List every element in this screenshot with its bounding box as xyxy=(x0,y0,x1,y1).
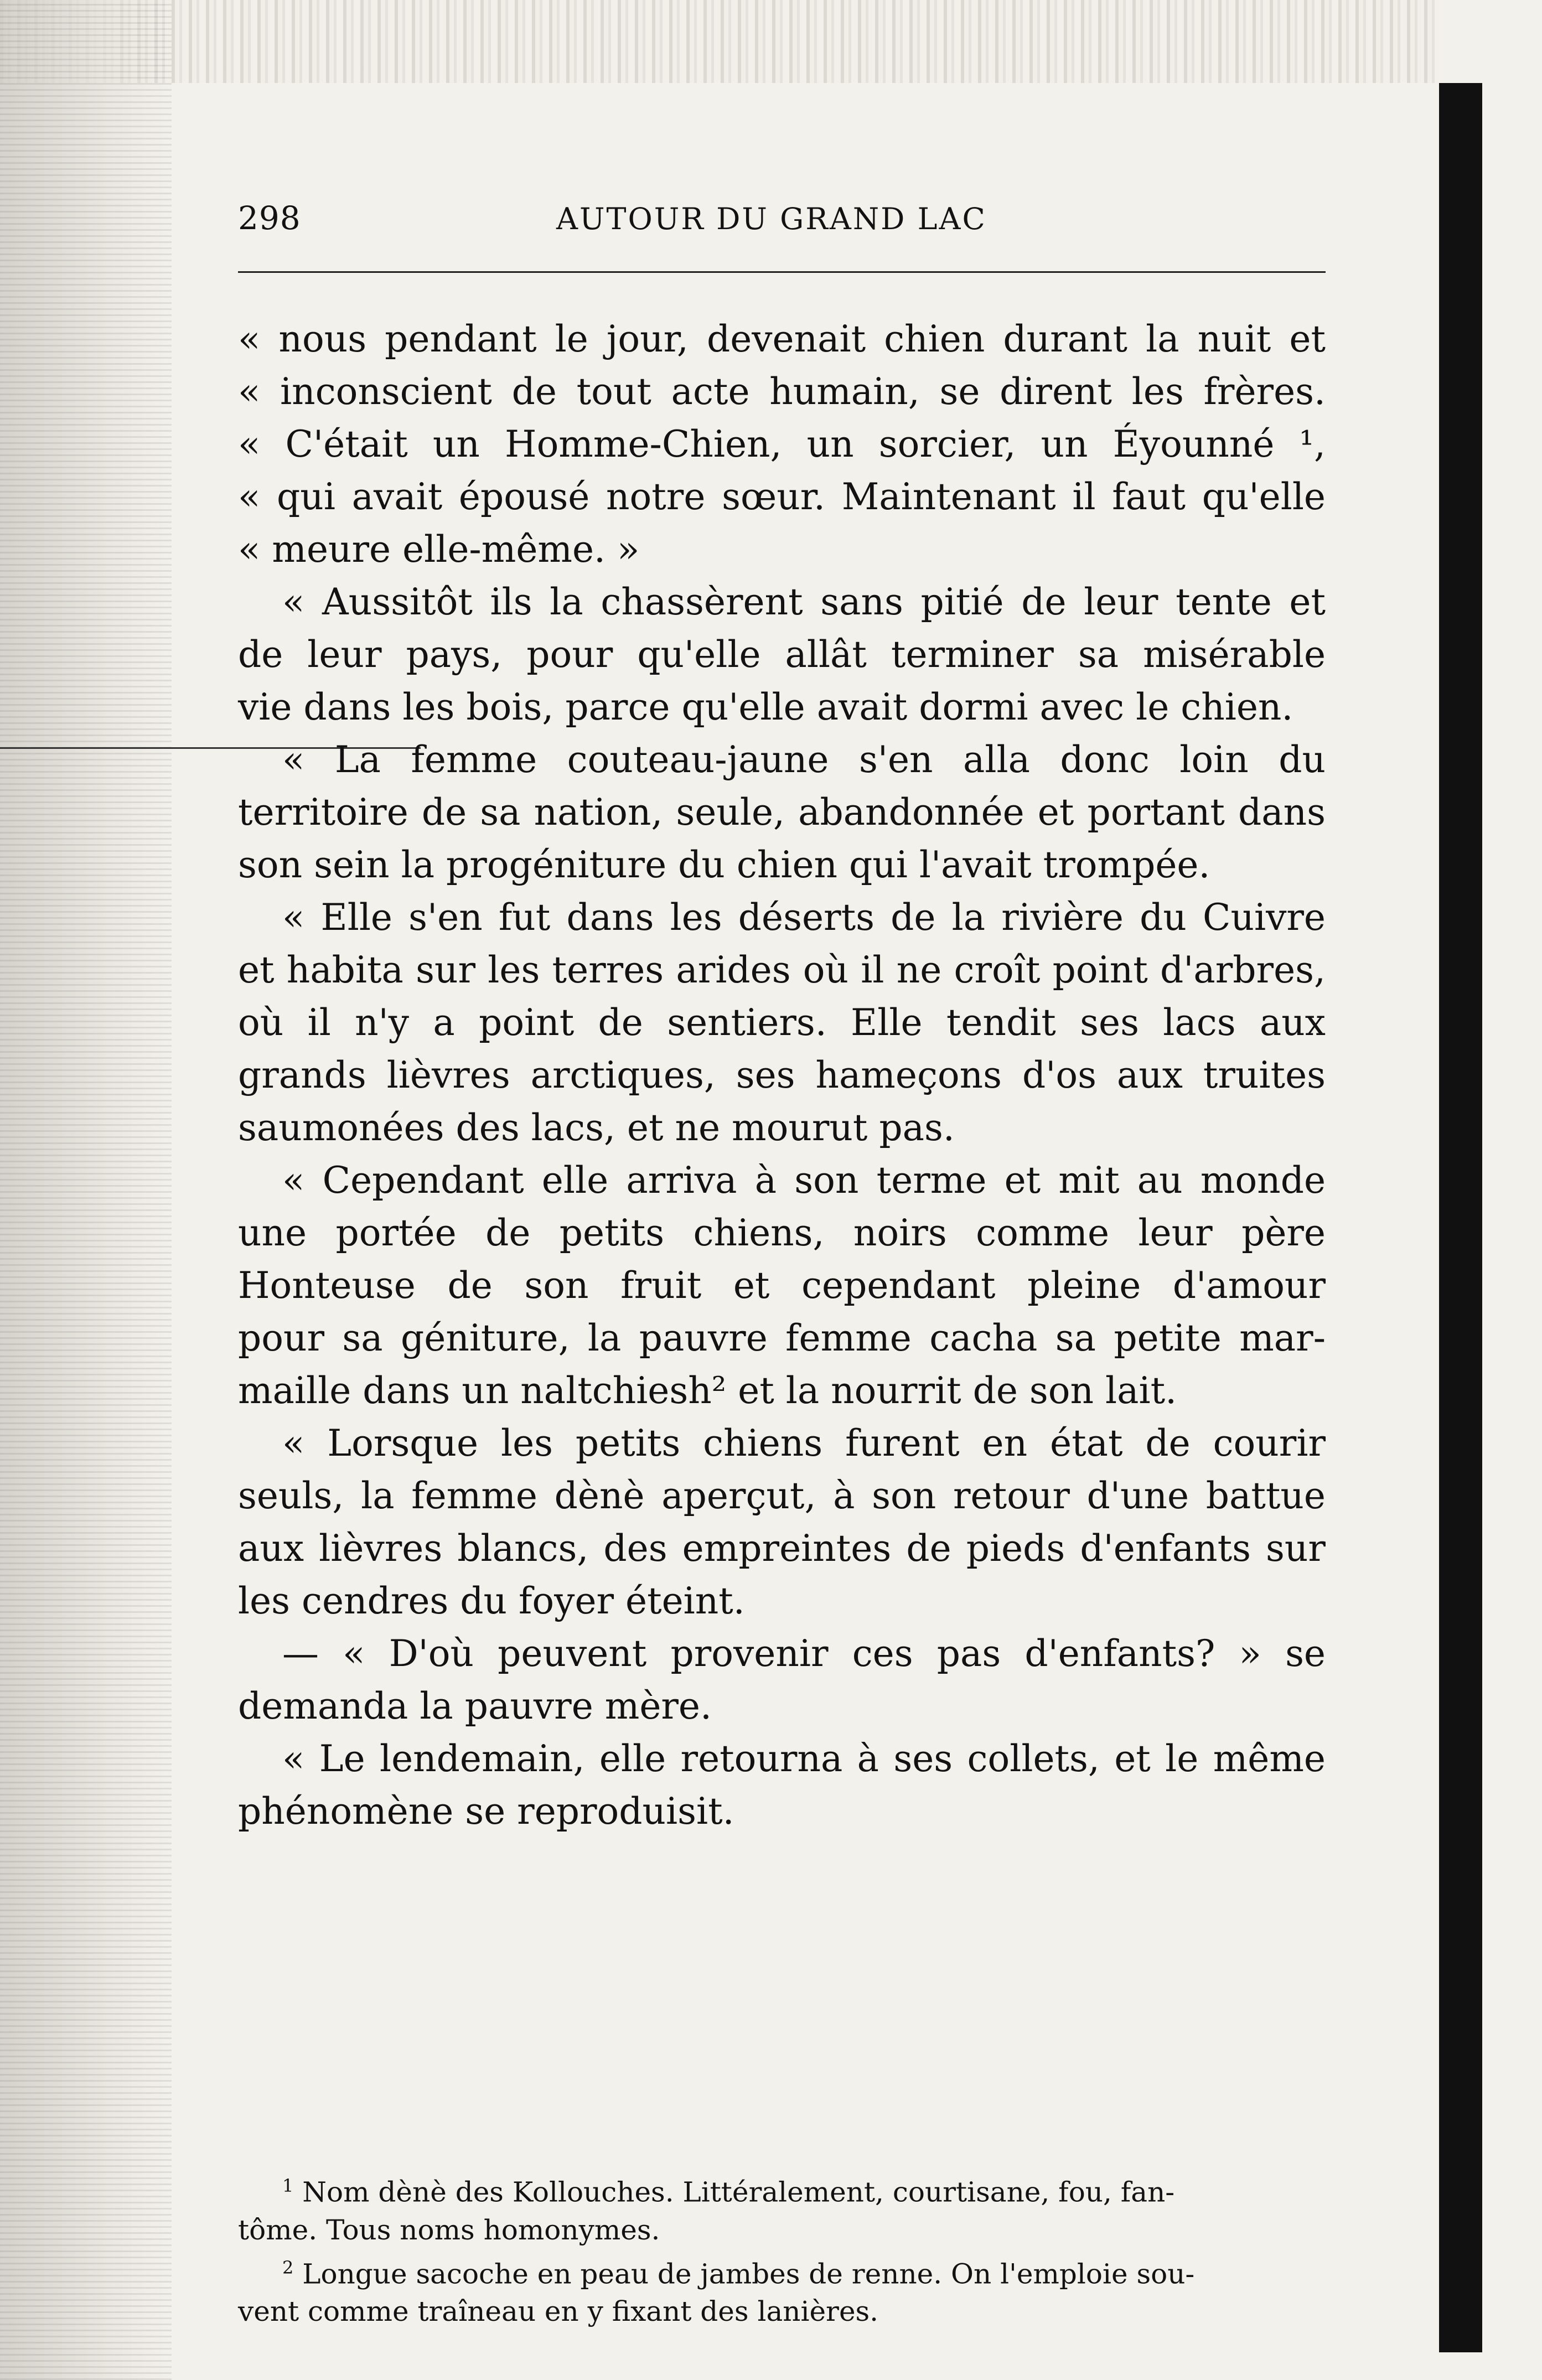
text-line: — « D'où peuvent provenir ces pas d'enfants? » se xyxy=(282,1632,1326,1675)
text-line: où il n'y a point de sentiers. Elle tendit ses lacs aux xyxy=(238,1001,1326,1044)
page-header xyxy=(238,188,1334,255)
text-line: aux lièvres blancs, des empreintes de pieds d'enfants sur xyxy=(238,1527,1326,1570)
page-number: 298 xyxy=(238,199,301,237)
text-lines xyxy=(238,313,1326,1838)
footnote-marker: 2 xyxy=(282,2257,294,2278)
text-line: seuls, la femme dènè aperçut, à son retour d'une battue xyxy=(238,1474,1326,1517)
text-line: maille dans un naltchiesh² et la nourrit de son lait. xyxy=(238,1369,1177,1412)
text-line: « Le lendemain, elle retourna à ses collets, et le même xyxy=(282,1737,1326,1780)
text-line: territoire de sa nation, seule, abandonnée et portant dans xyxy=(238,791,1326,834)
text-line: « Lorsque les petits chiens furent en état de courir xyxy=(282,1422,1326,1465)
text-line: son sein la progéniture du chien qui l'avait trompée. xyxy=(238,844,1210,886)
footnote-marker: 1 xyxy=(282,2175,294,2196)
running-title: AUTOUR DU GRAND LAC xyxy=(556,201,987,236)
text-line: « inconscient de tout acte humain, se dirent les frères. xyxy=(238,370,1326,413)
text-line: les cendres du foyer éteint. xyxy=(238,1580,745,1622)
footnote-text: tôme. Tous noms homonymes. xyxy=(238,2213,660,2246)
text-line: de leur pays, pour qu'elle allât terminer sa misérable xyxy=(238,633,1326,676)
text-line: grands lièvres arctiques, ses hameçons d'os aux truites xyxy=(238,1054,1326,1096)
text-line: et habita sur les terres arides où il ne croît point d'arbres, xyxy=(238,949,1326,991)
footnote-line xyxy=(238,2211,1326,2249)
text-line: « qui avait épousé notre sœur. Maintenant il faut qu'elle xyxy=(238,475,1326,518)
footnote-text: Nom dènè des Kollouches. Littéralement, courtisane, fou, fan- xyxy=(302,2176,1175,2208)
text-line: « La femme couteau-jaune s'en alla donc loin du xyxy=(282,738,1326,781)
footnote xyxy=(238,2167,1326,2249)
scan-edge-top xyxy=(0,0,1439,83)
binding-shadow xyxy=(1439,83,1482,2352)
text-line: « Elle s'en fut dans les déserts de la rivière du Cuivre xyxy=(282,896,1326,939)
header-rule xyxy=(238,271,1326,273)
footnote-line xyxy=(238,2167,1326,2211)
footnote-line xyxy=(238,2249,1326,2293)
footnote-text: Longue sacoche en peau de jambes de renne. On l'emploie sou- xyxy=(302,2258,1195,2290)
text-line: saumonées des lacs, et ne mourut pas. xyxy=(238,1106,955,1149)
text-line: « meure elle-même. » xyxy=(238,528,640,571)
book-page xyxy=(238,188,1334,2328)
text-line: vie dans les bois, parce qu'elle avait dormi avec le chien. xyxy=(238,686,1293,728)
text-line: phénomène se reproduisit. xyxy=(238,1790,734,1833)
footnotes xyxy=(238,2167,1326,2330)
footnote-line xyxy=(238,2293,1326,2330)
scan-edge-left xyxy=(0,0,172,2380)
footnote-text: vent comme traîneau en y fixant des lanières. xyxy=(238,2295,879,2328)
text-line: « Cependant elle arriva à son terme et mit au monde xyxy=(282,1159,1326,1202)
footnote xyxy=(238,2249,1326,2331)
body-text xyxy=(238,313,1326,1838)
text-line: « nous pendant le jour, devenait chien durant la nuit et xyxy=(238,318,1326,360)
text-line: pour sa géniture, la pauvre femme cacha sa petite mar- xyxy=(238,1317,1326,1359)
text-line: une portée de petits chiens, noirs comme leur père xyxy=(238,1212,1326,1254)
text-line: demanda la pauvre mère. xyxy=(238,1685,712,1727)
text-line: Honteuse de son fruit et cependant pleine d'amour xyxy=(238,1264,1326,1307)
text-line: « Aussitôt ils la chassèrent sans pitié de leur tente et xyxy=(282,581,1326,623)
text-line: « C'était un Homme-Chien, un sorcier, un Éyounné ¹, xyxy=(238,423,1326,465)
